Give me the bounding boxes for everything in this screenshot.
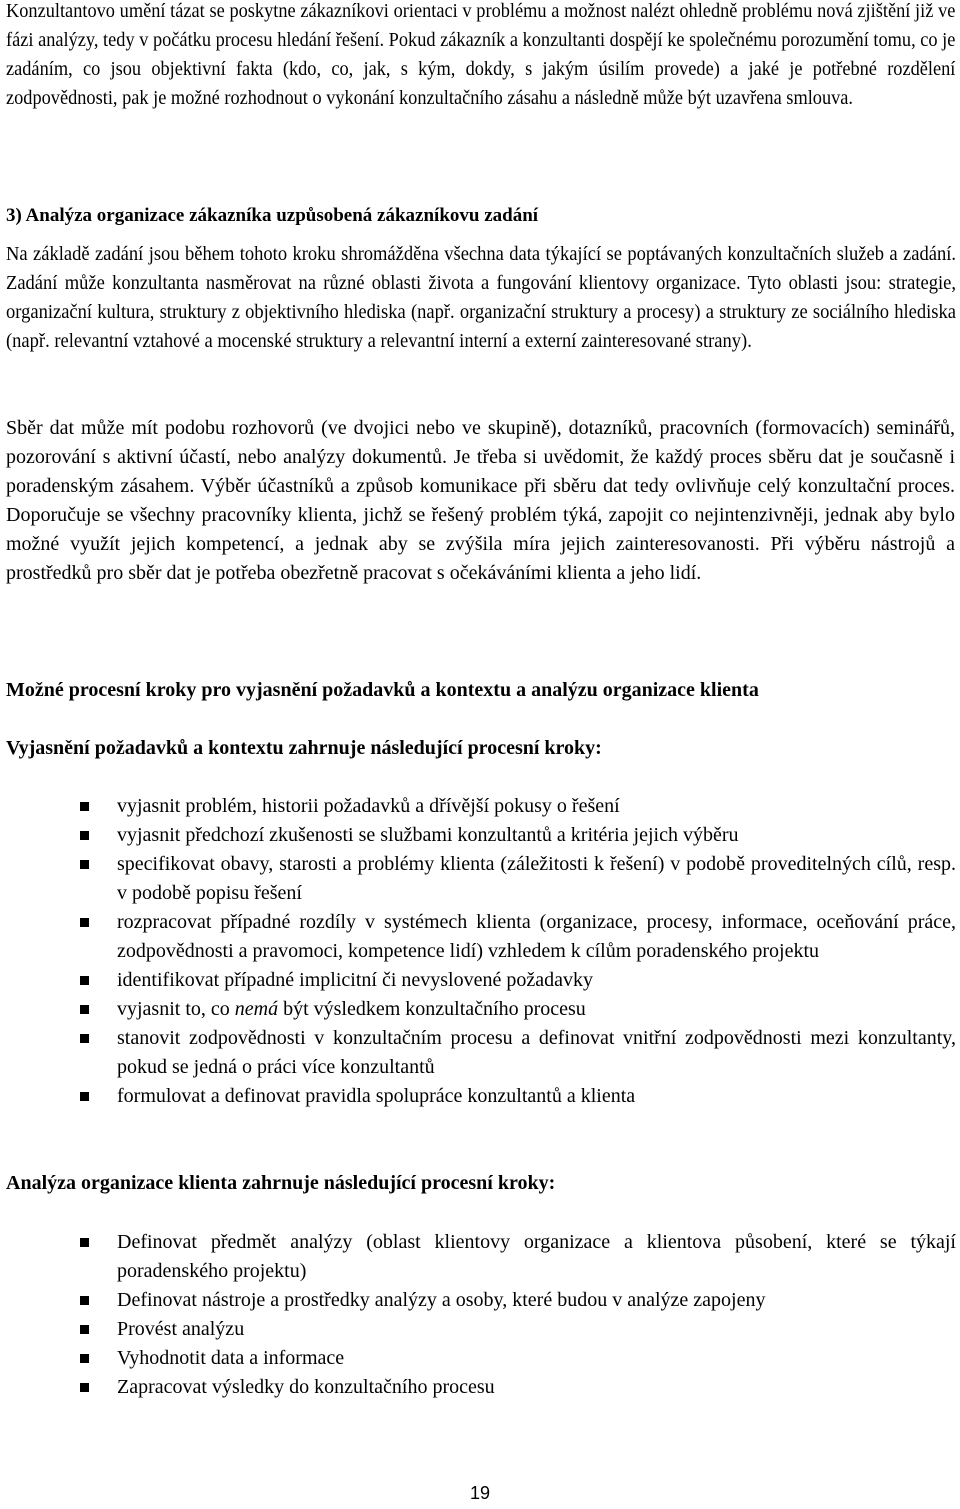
square-bullet-icon <box>80 918 89 927</box>
square-bullet-icon <box>80 1238 89 1247</box>
list-item <box>6 1024 956 1082</box>
list-item-text: formulovat a definovat pravidla spolupráce konzultantů a klienta <box>117 1085 636 1107</box>
list-item-text: identifikovat případné implicitní či nevyslovené požadavky <box>117 969 593 991</box>
list-item-text-end: být výsledkem konzultačního procesu <box>278 998 586 1020</box>
clarification-title: Vyjasnění požadavků a kontextu zahrnuje následující procesní kroky: <box>6 737 602 759</box>
list-item <box>6 1315 956 1344</box>
square-bullet-icon <box>80 1354 89 1363</box>
square-bullet-icon <box>80 976 89 985</box>
section-3-paragraph-1: Na základě zadání jsou během tohoto kroku shromážděna všechna data týkající se poptávaných konzultačních služeb a zadání. Zadání může konzultanta nasměrovat na různé oblasti života a fungování klientovy organizace. Tyto oblasti jsou: strategie, organizační kultura, struktury z objektivního hlediska (např. organizační struktury a procesy) a struktury ze sociálního hlediska (např. relevantní vztahové a mocenské struktury a relevantní interní a externí zainteresované strany). <box>6 244 956 352</box>
square-bullet-icon <box>80 1092 89 1101</box>
list-item <box>6 821 956 850</box>
list-item <box>6 908 956 966</box>
list-item <box>6 1228 956 1286</box>
list-item-text: rozpracovat případné rozdíly v systémech klienta (organizace, procesy, informace, oceňování práce, zodpovědnosti a pravomoci, kompetence lidí) vzhledem k cílům poradenského projektu <box>117 911 956 962</box>
list-item <box>6 1286 956 1315</box>
square-bullet-icon <box>80 1325 89 1334</box>
section-3-paragraph-2: Sběr dat může mít podobu rozhovorů (ve dvojici nebo ve skupině), dotazníků, pracovních (formovacích) seminářů, pozorování s aktivní účastí, nebo analýzy dokumentů. Je třeba si uvědomit, že každý proces sběru dat je současně i poradenským zásahem. Výběr účastníků a způsob komunikace při sběru dat tedy ovlivňuje celý konzultační proces. Doporučuje se všechny pracovníky klienta, jichž se řešený problém týká, zapojit co nejintenzivněji, jednak aby bylo možné využít jejich kompetencí, a jednak aby se zvýšila míra jejich zainteresovanosti. Při výběru nástrojů a prostředků pro sběr dat je potřeba obezřetně pracovat s očekáváními klienta a jeho lidí. <box>6 417 955 584</box>
list-item-text: vyjasnit předchozí zkušenosti se službami konzultantů a kritéria jejich výběru <box>117 824 739 846</box>
square-bullet-icon <box>80 802 89 811</box>
list-item-text: vyjasnit problém, historii požadavků a dřívější pokusy o řešení <box>117 795 620 817</box>
list-item-text: Definovat nástroje a prostředky analýzy a osoby, které budou v analýze zapojeny <box>117 1289 766 1311</box>
square-bullet-icon <box>80 1005 89 1014</box>
page-number: 19 <box>469 1483 491 1503</box>
list-item-text: specifikovat obavy, starosti a problémy klienta (záležitosti k řešení) v podobě proveditelných cílů, resp. v podobě popisu řešení <box>117 853 956 904</box>
list-item-text: vyjasnit to, co <box>117 998 235 1020</box>
emphasis-text: nemá <box>234 998 279 1020</box>
list-item <box>6 1373 956 1402</box>
list-item <box>6 850 956 908</box>
square-bullet-icon <box>80 1383 89 1392</box>
clarification-list <box>6 792 956 1111</box>
list-item-text: stanovit zodpovědnosti v konzultačním procesu a definovat vnitřní zodpovědnosti mezi konzultanty, pokud se jedná o práci více konzultantů <box>117 1027 956 1078</box>
intro-paragraph: Konzultantovo umění tázat se poskytne zákazníkovi orientaci v problému a možnost nalézt ohledně problému nová zjištění již ve fázi analýzy, tedy v počátku procesu hledání řešení. Pokud zákazník a konzultanti dospějí ke společnému porozumění tomu, co je zadáním, co jsou objektivní fakta (kdo, co, jak, s kým, dokdy, s jakým úsilím provede) a jaké je potřebné rozdělení zodpovědnosti, pak je možné rozhodnout o vykonání konzultačního zásahu a následně může být uzavřena smlouva. <box>6 1 956 109</box>
list-item <box>6 792 956 821</box>
list-item-text: Definovat předmět analýzy (oblast klientovy organizace a klientova působení, které se týkají poradenského projektu) <box>117 1231 956 1282</box>
list-item <box>6 995 956 1024</box>
list-item <box>6 1344 956 1373</box>
list-item-text: Vyhodnotit data a informace <box>117 1347 345 1369</box>
list-item-text: Provést analýzu <box>117 1318 245 1340</box>
square-bullet-icon <box>80 1034 89 1043</box>
square-bullet-icon <box>80 831 89 840</box>
list-item <box>6 966 956 995</box>
analysis-title: Analýza organizace klienta zahrnuje následující procesní kroky: <box>6 1172 556 1194</box>
list-item-text: Zapracovat výsledky do konzultačního procesu <box>117 1376 495 1398</box>
section-3-heading: 3) Analýza organizace zákazníka uzpůsobená zákazníkovu zadání <box>6 205 539 226</box>
list-item <box>6 1082 956 1111</box>
square-bullet-icon <box>80 1296 89 1305</box>
analysis-list <box>6 1228 956 1402</box>
square-bullet-icon <box>80 860 89 869</box>
process-steps-title: Možné procesní kroky pro vyjasnění požadavků a kontextu a analýzu organizace klienta <box>6 679 759 701</box>
